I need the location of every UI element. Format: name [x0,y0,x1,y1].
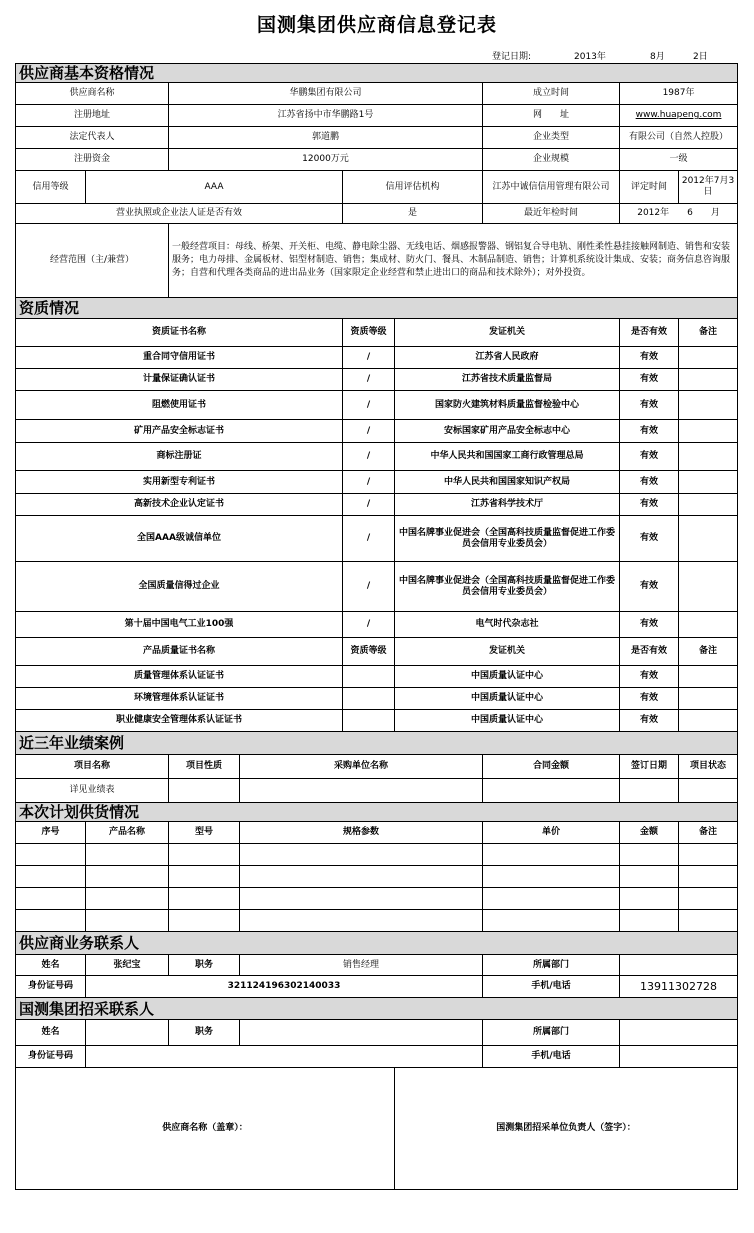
scope-text: 一般经营项目：母线、桥架、开关柜、电缆、静电除尘器、无线电话、烟感报警器、钢铝复合导电轨、刚性柔性悬挂接触网制造、销售和安装服务；电力母排、金属板材、铝型材制造、销售；集成材、防火门、餐具、木制品制造、销售；计算机系统设计集成、安装；商务信息咨询服务；自营和代理各类商品的进出品业务（国家限定企业经营和禁止进出口的商品和技术除外）；对外投资。 [169,224,738,298]
cert-issuer: 江苏省科学技术厅 [395,494,620,516]
date-label: 登记日期: [492,52,532,62]
license-value: 是 [343,204,483,224]
cert-grade: / [343,494,395,516]
empty-cell [240,866,483,888]
col-header: 项目状态 [679,755,738,779]
cert-valid: 有效 [620,516,679,562]
table-row [16,866,738,888]
section-group-contact-heading: 国测集团招采联系人 [16,998,738,1020]
cert-name: 矿用产品安全标志证书 [16,420,343,443]
empty-cell [620,866,679,888]
cert-issuer: 中华人民共和国国家知识产权局 [395,471,620,494]
case-status [679,779,738,803]
scale-value: 一级 [620,149,738,171]
empty-cell [16,844,86,866]
contact-row [16,1020,738,1046]
cert-grade [343,710,395,732]
page-title: 国测集团供应商信息登记表 [256,14,497,36]
empty-cell [16,866,86,888]
empty-cell [620,888,679,910]
empty-cell [240,910,483,932]
cert-issuer: 江苏省人民政府 [395,347,620,369]
case-project: 详见业绩表 [16,779,169,803]
contact-dept [620,955,738,976]
post-label: 职务 [169,955,240,976]
cases-header-row [16,755,738,779]
cert-note [679,471,738,494]
table-row [16,471,738,494]
date-year: 2013年 [574,52,606,62]
cert-issuer: 江苏省技术质量监督局 [395,369,620,391]
field-label: 供应商名称 [16,83,169,105]
section-supplier-contact-heading: 供应商业务联系人 [16,932,738,955]
case-date [620,779,679,803]
cert-issuer: 中国质量认证中心 [395,710,620,732]
table-row [16,369,738,391]
empty-cell [16,888,86,910]
cert-grade: / [343,562,395,612]
cert-grade [343,688,395,710]
credit-value: AAA [86,171,343,204]
post-label: 职务 [169,1020,240,1046]
section-supply-heading: 本次计划供货情况 [16,803,738,822]
table-row [16,688,738,710]
table-row [16,562,738,612]
cert-name: 全国质量信得过企业 [16,562,343,612]
cert-name: 环境管理体系认证证书 [16,688,343,710]
credit-row [16,171,738,204]
cert-issuer: 中国质量认证中心 [395,666,620,688]
registration-sheet [15,63,737,1190]
cert-issuer: 中国质量认证中心 [395,688,620,710]
product-header-row [16,638,738,666]
empty-cell [483,910,620,932]
col-header: 是否有效 [620,319,679,347]
field-label: 企业规模 [483,149,620,171]
scope-row [16,224,738,298]
id-label: 身份证号码 [16,1046,86,1068]
registration-table [15,63,738,1190]
table-row [16,347,738,369]
table-row [16,888,738,910]
cert-valid: 有效 [620,369,679,391]
col-header: 序号 [16,822,86,844]
basic-row [16,127,738,149]
cert-name: 计量保证确认证书 [16,369,343,391]
col-header: 资质证书名称 [16,319,343,347]
cert-valid: 有效 [620,494,679,516]
field-label: 注册资金 [16,149,169,171]
section-cases-heading: 近三年业绩案例 [16,732,738,755]
cert-issuer: 中华人民共和国国家工商行政管理总局 [395,443,620,471]
empty-cell [86,844,169,866]
empty-cell [483,888,620,910]
cert-issuer: 安标国家矿用产品安全标志中心 [395,420,620,443]
col-header: 发证机关 [395,638,620,666]
col-header: 采购单位名称 [240,755,483,779]
cert-grade: / [343,347,395,369]
cert-grade: / [343,391,395,420]
section-quals-heading: 资质情况 [16,298,738,319]
contact-post [240,1020,483,1046]
empty-cell [169,910,240,932]
cert-note [679,347,738,369]
founded-value: 1987年 [620,83,738,105]
empty-cell [620,910,679,932]
cert-valid: 有效 [620,443,679,471]
cert-note [679,369,738,391]
col-header: 备注 [679,638,738,666]
check-label: 最近年检时间 [483,204,620,224]
cert-note [679,516,738,562]
table-row [16,612,738,638]
cert-grade: / [343,443,395,471]
cert-issuer: 国家防火建筑材料质量监督检验中心 [395,391,620,420]
contact-id: 321124196302140033 [86,976,483,998]
col-header: 发证机关 [395,319,620,347]
cert-name: 阻燃使用证书 [16,391,343,420]
empty-cell [483,866,620,888]
dept-label: 所属部门 [483,1020,620,1046]
cert-name: 全国AAA级诚信单位 [16,516,343,562]
field-label: 企业类型 [483,127,620,149]
cert-name: 重合同守信用证书 [16,347,343,369]
cert-note [679,420,738,443]
cert-issuer: 电气时代杂志社 [395,612,620,638]
cert-valid: 有效 [620,710,679,732]
table-row [16,910,738,932]
empty-cell [169,844,240,866]
section-basic-heading: 供应商基本资格情况 [16,64,738,83]
cert-note [679,494,738,516]
contact-id [86,1046,483,1068]
basic-row [16,105,738,127]
website-link[interactable]: www.huapeng.com [620,105,738,127]
cert-grade: / [343,420,395,443]
col-header: 资质等级 [343,319,395,347]
empty-cell [679,888,738,910]
col-header: 资质等级 [343,638,395,666]
agency-label: 信用评估机构 [343,171,483,204]
cert-name: 质量管理体系认证证书 [16,666,343,688]
supplier-name-value: 华鹏集团有限公司 [169,83,483,105]
contact-name [86,1020,169,1046]
col-header: 产品名称 [86,822,169,844]
empty-cell [240,844,483,866]
contact-row [16,1046,738,1068]
case-amount [483,779,620,803]
phone-label: 手机/电话 [483,1046,620,1068]
scope-label: 经营范围（主/兼营） [16,224,169,298]
col-header: 备注 [679,822,738,844]
group-signature-label: 国测集团招采单位负责人（签字）： [395,1068,738,1190]
col-header: 产品质量证书名称 [16,638,343,666]
table-row [16,779,738,803]
col-header: 合同金额 [483,755,620,779]
cert-grade: / [343,612,395,638]
cert-name: 第十届中国电气工业100强 [16,612,343,638]
cert-grade [343,666,395,688]
phone-label: 手机/电话 [483,976,620,998]
empty-cell [86,888,169,910]
registration-date [0,48,754,64]
empty-cell [679,910,738,932]
col-header: 金额 [620,822,679,844]
contact-phone [620,1046,738,1068]
cert-note [679,562,738,612]
col-header: 项目名称 [16,755,169,779]
cert-issuer: 中国名牌事业促进会（全国高科技质量监督促进工作委员会信用专业委员会） [395,562,620,612]
cert-note [679,443,738,471]
cert-name: 商标注册证 [16,443,343,471]
col-header: 型号 [169,822,240,844]
table-row [16,516,738,562]
contact-row [16,976,738,998]
name-label: 姓名 [16,1020,86,1046]
cert-name: 实用新型专利证书 [16,471,343,494]
table-row [16,420,738,443]
cert-note [679,612,738,638]
address-value: 江苏省扬中市华鹏路1号 [169,105,483,127]
eval-date-value: 2012年7月3日 [679,171,738,204]
date-day: 2日 [693,52,708,62]
case-nature [169,779,240,803]
contact-phone: 13911302728 [620,976,738,998]
table-row [16,666,738,688]
empty-cell [169,866,240,888]
empty-cell [16,910,86,932]
credit-label: 信用等级 [16,171,86,204]
cert-grade: / [343,369,395,391]
col-header: 备注 [679,319,738,347]
cert-valid: 有效 [620,420,679,443]
empty-cell [86,910,169,932]
cert-valid: 有效 [620,471,679,494]
company-type-value: 有限公司（自然人控股） [620,127,738,149]
empty-cell [86,866,169,888]
basic-row [16,149,738,171]
legal-rep-value: 郭道鹏 [169,127,483,149]
contact-name: 张纪宝 [86,955,169,976]
license-row [16,204,738,224]
field-label: 网 址 [483,105,620,127]
cert-valid: 有效 [620,612,679,638]
capital-value: 12000万元 [169,149,483,171]
license-label: 营业执照或企业法人证是否有效 [16,204,343,224]
cert-valid: 有效 [620,666,679,688]
cert-valid: 有效 [620,688,679,710]
dept-label: 所属部门 [483,955,620,976]
cert-name: 高新技术企业认定证书 [16,494,343,516]
field-label: 成立时间 [483,83,620,105]
field-label: 法定代表人 [16,127,169,149]
cert-note [679,688,738,710]
eval-label: 评定时间 [620,171,679,204]
empty-cell [620,844,679,866]
cert-note [679,710,738,732]
table-row [16,844,738,866]
contact-dept [620,1020,738,1046]
contact-post: 销售经理 [240,955,483,976]
cert-valid: 有效 [620,562,679,612]
empty-cell [679,866,738,888]
contact-row [16,955,738,976]
case-buyer [240,779,483,803]
col-header: 规格参数 [240,822,483,844]
cert-issuer: 中国名牌事业促进会（全国高科技质量监督促进工作委员会信用专业委员会） [395,516,620,562]
cert-name: 职业健康安全管理体系认证证书 [16,710,343,732]
cert-note [679,666,738,688]
empty-cell [240,888,483,910]
cert-note [679,391,738,420]
basic-row [16,83,738,105]
empty-cell [679,844,738,866]
date-month: 8月 [650,52,665,62]
col-header: 项目性质 [169,755,240,779]
field-label: 注册地址 [16,105,169,127]
signature-row [16,1068,738,1190]
empty-cell [169,888,240,910]
cert-grade: / [343,471,395,494]
table-row [16,391,738,420]
table-row [16,443,738,471]
empty-cell [483,844,620,866]
name-label: 姓名 [16,955,86,976]
supply-header-row [16,822,738,844]
agency-value: 江苏中诚信信用管理有限公司 [483,171,620,204]
table-row [16,494,738,516]
cert-grade: / [343,516,395,562]
supplier-seal-label: 供应商名称（盖章）： [16,1068,395,1190]
table-row [16,710,738,732]
quals-header-row [16,319,738,347]
col-header: 单价 [483,822,620,844]
cert-valid: 有效 [620,391,679,420]
id-label: 身份证号码 [16,976,86,998]
col-header: 是否有效 [620,638,679,666]
check-date-value: 2012年 6 月 [620,204,738,224]
cert-valid: 有效 [620,347,679,369]
col-header: 签订日期 [620,755,679,779]
